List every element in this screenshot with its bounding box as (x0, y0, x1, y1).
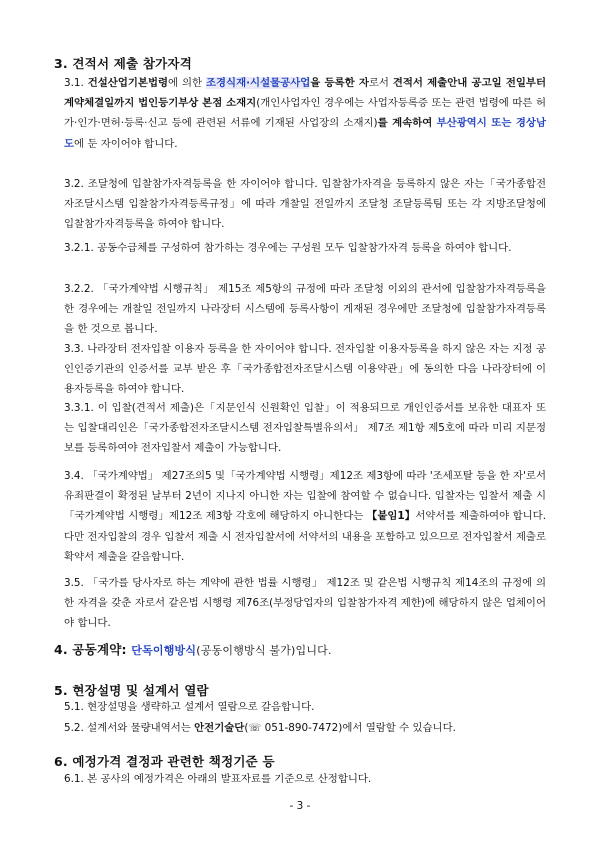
paragraph-5-1: 5.1. 현장설명을 생략하고 설계서 열람으로 갈음합니다. (64, 701, 315, 713)
paragraph-3-2-1: 3.2.1. 공동수급체를 구성하여 참가하는 경우에는 구성원 모두 입찰참가자격 등록을 하여야 합니다. (64, 242, 512, 254)
section-5-title: 5. 현장설명 및 설계서 열람 (54, 683, 209, 698)
paragraph-3-3: 3.3. 나라장터 전자입찰 이용자 등록을 한 자이어야 합니다. 전자입찰 이용자등록을 하지 않은 자는 지정 공인인증기관의 인증서를 교부 받은 후「국가종합전자조달시스템 이용약관」에 동의한 다음 나라장터에 이용자등록을 하여야 합니다. (64, 343, 546, 396)
page-number: - 3 - (289, 800, 311, 812)
paragraph-3-3-1: 3.3.1. 이 입찰(견적서 제출)은「지문인식 신원확인 입찰」이 적용되므로 개인인증서를 보유한 대표자 또는 입찰대리인은「국가종합전자조달시스템 전자입찰특별유의서」 제7조 제1항 제5호에 따라 미리 지문정보를 등록하여야 전자입찰서 제출이 가능합니다. (64, 402, 547, 455)
paragraph-3-1: 3.1. 건설산업기본법령에 의한 조경식재·시설물공사업을 등록한 자로서 견적서 제출안내 공고일 전일부터 계약체결일까지 법인등기부상 본점 소재지(개인사업자인 경우에는 사업자등록증 또는 관련 법령에 따른 허가·인가·면허·등록·신고 등에 관련된 서류에 기재된 사업장의 소재지)를 계속하여 부산광역시 또는 경상남도에 둔 자이어야 합니다. (64, 77, 547, 150)
paragraph-3-2: 3.2. 조달청에 입찰참가자격등록을 한 자이어야 합니다. 입찰참가자격을 등록하지 않은 자는「국가종합전자조달시스템 입찰참가자격등록규정」에 따라 개찰일 전일까지 조달청 조달등록팀 또는 각 지방조달청에 입찰참가자격등록을 하여야 합니다. (64, 178, 546, 231)
section-6-title: 6. 예정가격 결정과 관련한 책정기준 등 (54, 754, 275, 769)
paragraph-3-4: 3.4. 「국가계약법」 제27조의5 및「국가계약법 시행령」제12조 제3항에 따라 '조세포탈 등을 한 자'로서 유죄판결이 확정된 날부터 2년이 지나지 아니한 자는 입찰에 참여할 수 없습니다. 입찰자는 입찰서 제출 시「국가계약법 시행령」제12조 제3항 각호에 해당하지 아니한다는 【붙임1】서약서를 제출하여야 합니다. 다만 전자입찰의 경우 입찰서 제출 시 전자입찰서에 서약서의 내용을 포함하고 있으므로 전자입찰서 제출로 확약서 제출을 갈음합니다. (64, 470, 547, 563)
paragraph-5-2: 5.2. 설계서와 물량내역서는 안전기술단(☏ 051-890-7472)에서 열람할 수 있습니다. (64, 722, 456, 734)
paragraph-3-2-2: 3.2.2. 「국가계약법 시행규칙」 제15조 제5항의 규정에 따라 조달청 이외의 관서에 입찰참가자격등록을 한 경우에는 개찰일 전일까지 나라장터 시스템에 등록사항이 게재된 경우에만 조달청에 입찰참가자격등록을 한 것으로 봅니다. (64, 283, 546, 336)
paragraph-number: 3.1. (64, 77, 84, 89)
section-4-title: 4. 공동계약: 단독이행방식(공동이행방식 불가)입니다. (54, 642, 332, 657)
paragraph-6-1: 6.1. 본 공사의 예정가격은 아래의 발표자료를 기준으로 산정합니다. (64, 773, 372, 785)
section-3-title: 3. 견적서 제출 참가자격 (54, 56, 192, 71)
paragraph-3-5: 3.5. 「국가를 당사자로 하는 계약에 관한 법률 시행령」 제12조 및 같은법 시행규칙 제14조의 규정에 의한 자격을 갖춘 자로서 같은법 시행령 제76조(부정당업자의 입찰참가자격 제한)에 해당하지 않은 업체이어야 합니다. (64, 577, 546, 630)
